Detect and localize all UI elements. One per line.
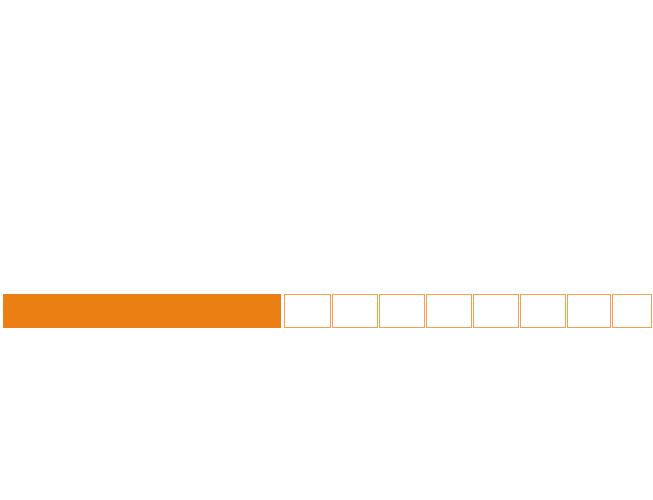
column-header [520,294,566,328]
column-header [284,294,331,328]
column-header-country [612,294,652,328]
column-header [473,294,519,328]
column-header [332,294,378,328]
retailers-title [3,294,281,328]
retailers-column-headers [284,294,653,328]
column-header [567,294,611,328]
retailers-banner [3,294,651,328]
column-header [379,294,425,328]
column-header [426,294,472,328]
